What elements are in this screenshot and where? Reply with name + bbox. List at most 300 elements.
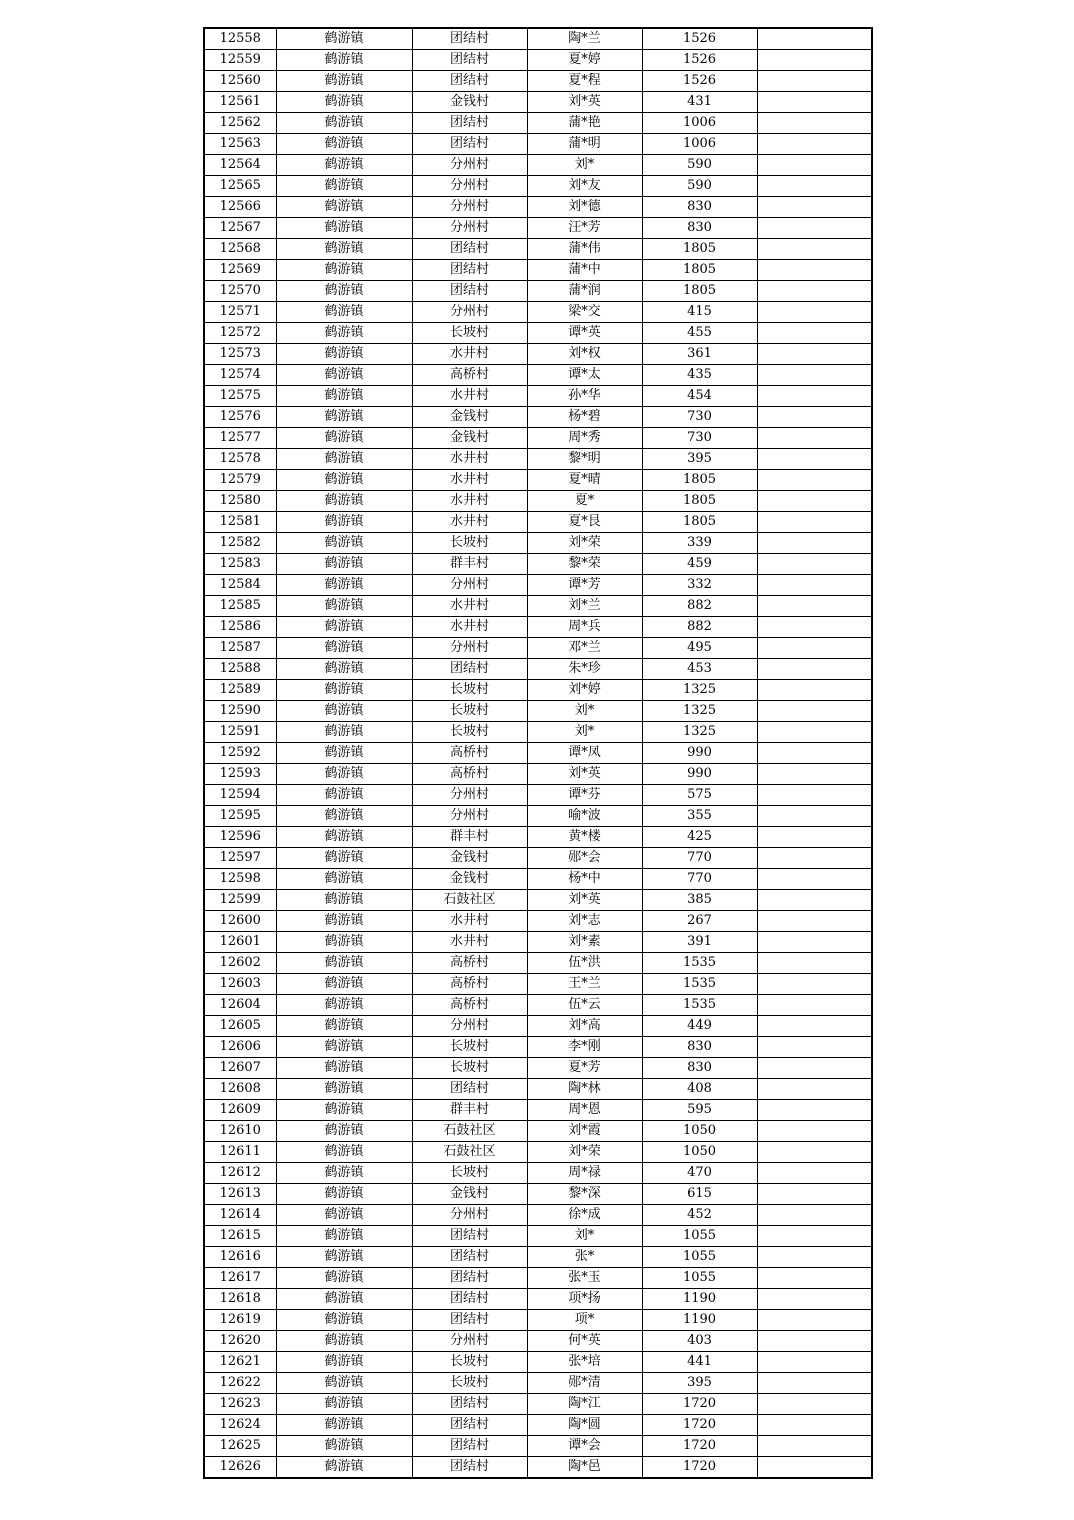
amount-cell: 595 — [642, 1100, 757, 1121]
table-row — [204, 1100, 872, 1121]
table-row — [204, 722, 872, 743]
amount-cell: 1805 — [642, 239, 757, 260]
amount-cell: 830 — [642, 197, 757, 218]
note-cell — [757, 1331, 872, 1352]
note-cell — [757, 1247, 872, 1268]
town-cell: 鹤游镇 — [276, 1331, 412, 1352]
note-cell — [757, 1037, 872, 1058]
town-cell: 鹤游镇 — [276, 743, 412, 764]
amount-cell: 453 — [642, 659, 757, 680]
row-id-cell: 12560 — [204, 71, 276, 92]
row-id-cell: 12609 — [204, 1100, 276, 1121]
town-cell: 鹤游镇 — [276, 1100, 412, 1121]
table-row — [204, 344, 872, 365]
note-cell — [757, 1226, 872, 1247]
village-cell: 长坡村 — [412, 1352, 527, 1373]
village-cell: 长坡村 — [412, 1163, 527, 1184]
town-cell: 鹤游镇 — [276, 92, 412, 113]
town-cell: 鹤游镇 — [276, 869, 412, 890]
note-cell — [757, 533, 872, 554]
row-id-cell: 12575 — [204, 386, 276, 407]
table-row — [204, 1142, 872, 1163]
table-row — [204, 659, 872, 680]
table-row — [204, 1121, 872, 1142]
table-row — [204, 449, 872, 470]
row-id-cell: 12558 — [204, 28, 276, 50]
town-cell: 鹤游镇 — [276, 995, 412, 1016]
town-cell: 鹤游镇 — [276, 1352, 412, 1373]
row-id-cell: 12602 — [204, 953, 276, 974]
table-row — [204, 1037, 872, 1058]
name-cell: 刘* — [527, 1226, 642, 1247]
note-cell — [757, 1436, 872, 1457]
village-cell: 长坡村 — [412, 323, 527, 344]
name-cell: 杨*碧 — [527, 407, 642, 428]
name-cell: 陶*林 — [527, 1079, 642, 1100]
amount-cell: 452 — [642, 1205, 757, 1226]
note-cell — [757, 1142, 872, 1163]
row-id-cell: 12559 — [204, 50, 276, 71]
note-cell — [757, 1394, 872, 1415]
name-cell: 谭*凤 — [527, 743, 642, 764]
table-row — [204, 1268, 872, 1289]
village-cell: 长坡村 — [412, 722, 527, 743]
note-cell — [757, 71, 872, 92]
village-cell: 水井村 — [412, 449, 527, 470]
note-cell — [757, 785, 872, 806]
town-cell: 鹤游镇 — [276, 701, 412, 722]
note-cell — [757, 365, 872, 386]
name-cell: 刘*英 — [527, 890, 642, 911]
table-row — [204, 197, 872, 218]
note-cell — [757, 1205, 872, 1226]
name-cell: 谭*英 — [527, 323, 642, 344]
table-row — [204, 995, 872, 1016]
name-cell: 夏*晴 — [527, 470, 642, 491]
village-cell: 水井村 — [412, 512, 527, 533]
town-cell: 鹤游镇 — [276, 1163, 412, 1184]
name-cell: 朱*珍 — [527, 659, 642, 680]
village-cell: 团结村 — [412, 1226, 527, 1247]
row-id-cell: 12615 — [204, 1226, 276, 1247]
town-cell: 鹤游镇 — [276, 764, 412, 785]
row-id-cell: 12624 — [204, 1415, 276, 1436]
name-cell: 王*兰 — [527, 974, 642, 995]
town-cell: 鹤游镇 — [276, 1289, 412, 1310]
note-cell — [757, 932, 872, 953]
table-row — [204, 701, 872, 722]
amount-cell: 355 — [642, 806, 757, 827]
village-cell: 高桥村 — [412, 974, 527, 995]
row-id-cell: 12601 — [204, 932, 276, 953]
village-cell: 分州村 — [412, 218, 527, 239]
town-cell: 鹤游镇 — [276, 155, 412, 176]
note-cell — [757, 155, 872, 176]
table-row — [204, 239, 872, 260]
table-row — [204, 1163, 872, 1184]
name-cell: 刘*志 — [527, 911, 642, 932]
name-cell: 何*英 — [527, 1331, 642, 1352]
table-row — [204, 1394, 872, 1415]
town-cell: 鹤游镇 — [276, 281, 412, 302]
name-cell: 周*恩 — [527, 1100, 642, 1121]
amount-cell: 361 — [642, 344, 757, 365]
table-row — [204, 848, 872, 869]
name-cell: 夏*婷 — [527, 50, 642, 71]
row-id-cell: 12593 — [204, 764, 276, 785]
table-row — [204, 113, 872, 134]
name-cell: 周*秀 — [527, 428, 642, 449]
note-cell — [757, 1121, 872, 1142]
note-cell — [757, 197, 872, 218]
amount-cell: 1325 — [642, 701, 757, 722]
town-cell: 鹤游镇 — [276, 428, 412, 449]
town-cell: 鹤游镇 — [276, 890, 412, 911]
name-cell: 陶*邑 — [527, 1457, 642, 1479]
name-cell: 项*扬 — [527, 1289, 642, 1310]
amount-cell: 459 — [642, 554, 757, 575]
note-cell — [757, 323, 872, 344]
town-cell: 鹤游镇 — [276, 113, 412, 134]
amount-cell: 1190 — [642, 1289, 757, 1310]
name-cell: 陶*兰 — [527, 28, 642, 50]
amount-cell: 830 — [642, 218, 757, 239]
table-row — [204, 134, 872, 155]
name-cell: 刘*友 — [527, 176, 642, 197]
note-cell — [757, 218, 872, 239]
note-cell — [757, 1289, 872, 1310]
table-row — [204, 1436, 872, 1457]
note-cell — [757, 575, 872, 596]
table-row — [204, 1457, 872, 1479]
village-cell: 石鼓社区 — [412, 1142, 527, 1163]
amount-cell: 730 — [642, 407, 757, 428]
amount-cell: 408 — [642, 1079, 757, 1100]
row-id-cell: 12563 — [204, 134, 276, 155]
row-id-cell: 12588 — [204, 659, 276, 680]
town-cell: 鹤游镇 — [276, 659, 412, 680]
row-id-cell: 12595 — [204, 806, 276, 827]
town-cell: 鹤游镇 — [276, 302, 412, 323]
name-cell: 张* — [527, 1247, 642, 1268]
town-cell: 鹤游镇 — [276, 785, 412, 806]
village-cell: 分州村 — [412, 785, 527, 806]
name-cell: 徐*成 — [527, 1205, 642, 1226]
row-id-cell: 12614 — [204, 1205, 276, 1226]
amount-cell: 1526 — [642, 28, 757, 50]
row-id-cell: 12585 — [204, 596, 276, 617]
row-id-cell: 12625 — [204, 1436, 276, 1457]
name-cell: 刘* — [527, 701, 642, 722]
table-row — [204, 155, 872, 176]
town-cell: 鹤游镇 — [276, 407, 412, 428]
name-cell: 刘* — [527, 722, 642, 743]
amount-cell: 1006 — [642, 113, 757, 134]
amount-cell: 1720 — [642, 1415, 757, 1436]
amount-cell: 1190 — [642, 1310, 757, 1331]
row-id-cell: 12616 — [204, 1247, 276, 1268]
name-cell: 黎*明 — [527, 449, 642, 470]
amount-cell: 1325 — [642, 680, 757, 701]
amount-cell: 882 — [642, 617, 757, 638]
table-row — [204, 512, 872, 533]
amount-cell: 990 — [642, 743, 757, 764]
town-cell: 鹤游镇 — [276, 575, 412, 596]
table-row — [204, 638, 872, 659]
table-row — [204, 533, 872, 554]
town-cell: 鹤游镇 — [276, 911, 412, 932]
table-row — [204, 1415, 872, 1436]
village-cell: 分州村 — [412, 155, 527, 176]
amount-cell: 1805 — [642, 281, 757, 302]
village-cell: 金钱村 — [412, 1184, 527, 1205]
table-row — [204, 1373, 872, 1394]
village-cell: 高桥村 — [412, 995, 527, 1016]
name-cell: 蒲*伟 — [527, 239, 642, 260]
table-row — [204, 71, 872, 92]
village-cell: 分州村 — [412, 806, 527, 827]
note-cell — [757, 911, 872, 932]
row-id-cell: 12581 — [204, 512, 276, 533]
amount-cell: 1325 — [642, 722, 757, 743]
village-cell: 分州村 — [412, 1205, 527, 1226]
village-cell: 水井村 — [412, 386, 527, 407]
village-cell: 群丰村 — [412, 1100, 527, 1121]
amount-cell: 395 — [642, 449, 757, 470]
note-cell — [757, 512, 872, 533]
town-cell: 鹤游镇 — [276, 1247, 412, 1268]
row-id-cell: 12623 — [204, 1394, 276, 1415]
town-cell: 鹤游镇 — [276, 323, 412, 344]
table-row — [204, 827, 872, 848]
town-cell: 鹤游镇 — [276, 1058, 412, 1079]
amount-cell: 575 — [642, 785, 757, 806]
name-cell: 孙*华 — [527, 386, 642, 407]
town-cell: 鹤游镇 — [276, 932, 412, 953]
row-id-cell: 12610 — [204, 1121, 276, 1142]
note-cell — [757, 1310, 872, 1331]
village-cell: 分州村 — [412, 1016, 527, 1037]
row-id-cell: 12606 — [204, 1037, 276, 1058]
amount-cell: 339 — [642, 533, 757, 554]
name-cell: 刘* — [527, 155, 642, 176]
note-cell — [757, 470, 872, 491]
note-cell — [757, 302, 872, 323]
row-id-cell: 12618 — [204, 1289, 276, 1310]
amount-cell: 431 — [642, 92, 757, 113]
amount-cell: 1805 — [642, 470, 757, 491]
name-cell: 谭*太 — [527, 365, 642, 386]
town-cell: 鹤游镇 — [276, 1457, 412, 1479]
village-cell: 石鼓社区 — [412, 890, 527, 911]
table-row — [204, 554, 872, 575]
town-cell: 鹤游镇 — [276, 827, 412, 848]
table-row — [204, 428, 872, 449]
amount-cell: 1535 — [642, 953, 757, 974]
table-row — [204, 1058, 872, 1079]
table-row — [204, 1079, 872, 1100]
amount-cell: 455 — [642, 323, 757, 344]
village-cell: 水井村 — [412, 932, 527, 953]
note-cell — [757, 764, 872, 785]
table-row — [204, 218, 872, 239]
note-cell — [757, 596, 872, 617]
town-cell: 鹤游镇 — [276, 848, 412, 869]
row-id-cell: 12594 — [204, 785, 276, 806]
name-cell: 梁*交 — [527, 302, 642, 323]
village-cell: 水井村 — [412, 344, 527, 365]
town-cell: 鹤游镇 — [276, 1184, 412, 1205]
row-id-cell: 12580 — [204, 491, 276, 512]
table-row — [204, 596, 872, 617]
town-cell: 鹤游镇 — [276, 512, 412, 533]
row-id-cell: 12626 — [204, 1457, 276, 1479]
row-id-cell: 12573 — [204, 344, 276, 365]
note-cell — [757, 113, 872, 134]
row-id-cell: 12612 — [204, 1163, 276, 1184]
town-cell: 鹤游镇 — [276, 197, 412, 218]
name-cell: 刘*霞 — [527, 1121, 642, 1142]
village-cell: 金钱村 — [412, 428, 527, 449]
amount-cell: 830 — [642, 1058, 757, 1079]
village-cell: 金钱村 — [412, 92, 527, 113]
note-cell — [757, 1268, 872, 1289]
table-row — [204, 1289, 872, 1310]
town-cell: 鹤游镇 — [276, 1205, 412, 1226]
town-cell: 鹤游镇 — [276, 1037, 412, 1058]
name-cell: 陶*江 — [527, 1394, 642, 1415]
note-cell — [757, 428, 872, 449]
name-cell: 黎*荣 — [527, 554, 642, 575]
note-cell — [757, 1457, 872, 1479]
name-cell: 郧*会 — [527, 848, 642, 869]
name-cell: 谭*会 — [527, 1436, 642, 1457]
note-cell — [757, 1100, 872, 1121]
amount-cell: 267 — [642, 911, 757, 932]
village-cell: 团结村 — [412, 1079, 527, 1100]
name-cell: 周*兵 — [527, 617, 642, 638]
name-cell: 蒲*明 — [527, 134, 642, 155]
amount-cell: 1055 — [642, 1226, 757, 1247]
table-row — [204, 470, 872, 491]
amount-cell: 1805 — [642, 260, 757, 281]
row-id-cell: 12590 — [204, 701, 276, 722]
note-cell — [757, 848, 872, 869]
name-cell: 李*刚 — [527, 1037, 642, 1058]
table-row — [204, 953, 872, 974]
row-id-cell: 12622 — [204, 1373, 276, 1394]
town-cell: 鹤游镇 — [276, 134, 412, 155]
town-cell: 鹤游镇 — [276, 1373, 412, 1394]
name-cell: 夏*芳 — [527, 1058, 642, 1079]
town-cell: 鹤游镇 — [276, 554, 412, 575]
village-cell: 群丰村 — [412, 827, 527, 848]
name-cell: 陶*圆 — [527, 1415, 642, 1436]
row-id-cell: 12597 — [204, 848, 276, 869]
note-cell — [757, 449, 872, 470]
village-cell: 金钱村 — [412, 869, 527, 890]
table-row — [204, 764, 872, 785]
table-body — [204, 28, 872, 1478]
amount-cell: 1055 — [642, 1268, 757, 1289]
row-id-cell: 12586 — [204, 617, 276, 638]
town-cell: 鹤游镇 — [276, 533, 412, 554]
note-cell — [757, 134, 872, 155]
row-id-cell: 12604 — [204, 995, 276, 1016]
row-id-cell: 12577 — [204, 428, 276, 449]
village-cell: 高桥村 — [412, 953, 527, 974]
row-id-cell: 12584 — [204, 575, 276, 596]
amount-cell: 332 — [642, 575, 757, 596]
note-cell — [757, 1163, 872, 1184]
row-id-cell: 12569 — [204, 260, 276, 281]
amount-cell: 391 — [642, 932, 757, 953]
table-row — [204, 302, 872, 323]
village-cell: 金钱村 — [412, 407, 527, 428]
village-cell: 金钱村 — [412, 848, 527, 869]
amount-cell: 770 — [642, 869, 757, 890]
name-cell: 张*玉 — [527, 1268, 642, 1289]
table-row — [204, 281, 872, 302]
table-row — [204, 176, 872, 197]
amount-cell: 1006 — [642, 134, 757, 155]
row-id-cell: 12598 — [204, 869, 276, 890]
town-cell: 鹤游镇 — [276, 953, 412, 974]
town-cell: 鹤游镇 — [276, 386, 412, 407]
note-cell — [757, 659, 872, 680]
row-id-cell: 12582 — [204, 533, 276, 554]
village-cell: 团结村 — [412, 113, 527, 134]
village-cell: 高桥村 — [412, 764, 527, 785]
table-row — [204, 806, 872, 827]
town-cell: 鹤游镇 — [276, 722, 412, 743]
town-cell: 鹤游镇 — [276, 806, 412, 827]
town-cell: 鹤游镇 — [276, 344, 412, 365]
amount-cell: 1050 — [642, 1121, 757, 1142]
amount-cell: 590 — [642, 176, 757, 197]
village-cell: 团结村 — [412, 1310, 527, 1331]
row-id-cell: 12565 — [204, 176, 276, 197]
name-cell: 夏*程 — [527, 71, 642, 92]
amount-cell: 385 — [642, 890, 757, 911]
village-cell: 团结村 — [412, 50, 527, 71]
table-row — [204, 575, 872, 596]
amount-cell: 1720 — [642, 1436, 757, 1457]
amount-cell: 395 — [642, 1373, 757, 1394]
village-cell: 团结村 — [412, 1415, 527, 1436]
row-id-cell: 12562 — [204, 113, 276, 134]
table-row — [204, 869, 872, 890]
town-cell: 鹤游镇 — [276, 176, 412, 197]
note-cell — [757, 407, 872, 428]
village-cell: 水井村 — [412, 491, 527, 512]
name-cell: 周*禄 — [527, 1163, 642, 1184]
row-id-cell: 12605 — [204, 1016, 276, 1037]
note-cell — [757, 1184, 872, 1205]
table-row — [204, 680, 872, 701]
table-row — [204, 50, 872, 71]
note-cell — [757, 260, 872, 281]
town-cell: 鹤游镇 — [276, 470, 412, 491]
name-cell: 夏* — [527, 491, 642, 512]
amount-cell: 1805 — [642, 491, 757, 512]
name-cell: 杨*中 — [527, 869, 642, 890]
town-cell: 鹤游镇 — [276, 1121, 412, 1142]
amount-cell: 441 — [642, 1352, 757, 1373]
village-cell: 水井村 — [412, 470, 527, 491]
row-id-cell: 12591 — [204, 722, 276, 743]
town-cell: 鹤游镇 — [276, 617, 412, 638]
